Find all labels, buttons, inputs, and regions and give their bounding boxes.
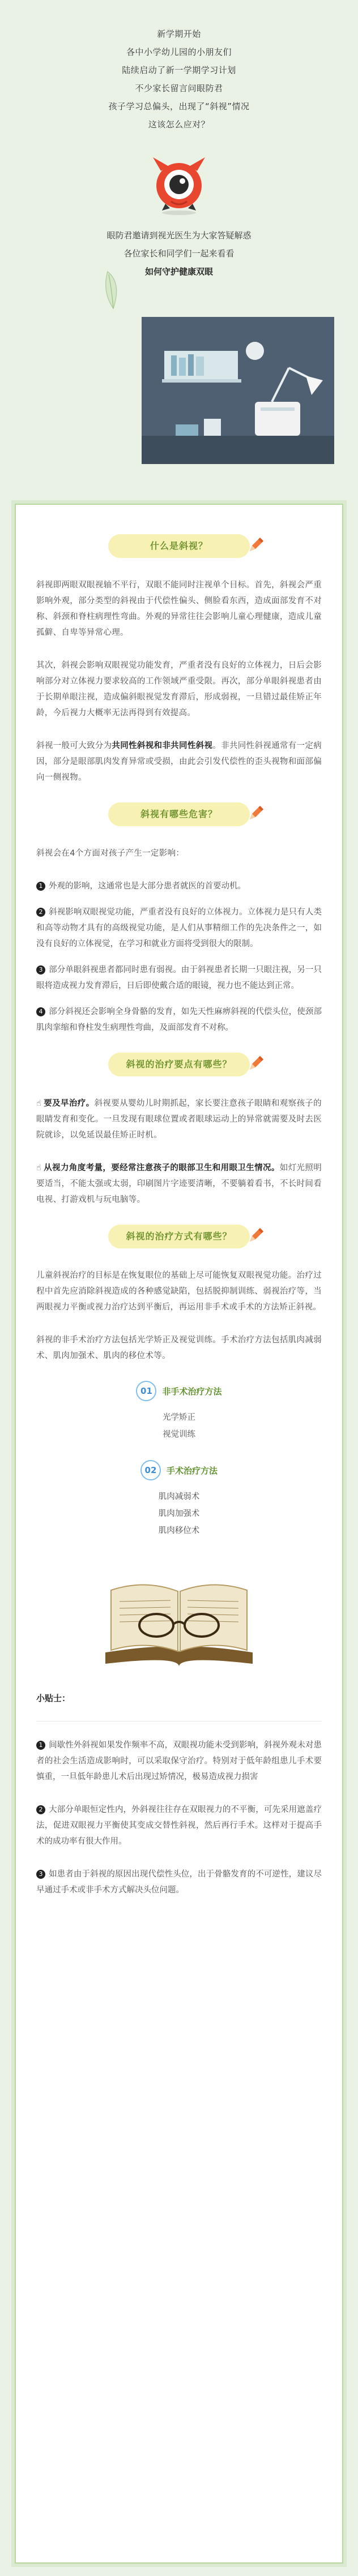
list-text: 部分斜视还会影响全身骨骼的发育，如先天性麻痹斜视的代偿头位，使颈部肌肉挛缩和脊柱发生病理性弯曲，及面部发育不对称。 xyxy=(36,1007,322,1032)
method-item: 肌肉减弱术 xyxy=(158,1492,200,1501)
method-item: 光学矫正 xyxy=(163,1413,195,1422)
intro-lines xyxy=(0,0,358,134)
section-title-text: 斜视的治疗方式有哪些？ xyxy=(126,1231,232,1242)
tip-item xyxy=(36,1802,322,1849)
invite-line: 各位家长和同学们一起来看看 xyxy=(123,248,235,259)
study-desk-illustration xyxy=(142,317,334,464)
number-badge: 3 xyxy=(36,965,45,974)
bold-text: 共同性斜视和非共同性斜视 xyxy=(112,741,213,750)
bold-text: 从视力角度考量，要经常注意孩子的眼部卫生和用眼卫生情况。 xyxy=(44,1164,280,1173)
invite-headline: 如何守护健康双眼 xyxy=(144,267,213,277)
paragraph: 其次，斜视会影响双眼视觉功能发育，严重者没有良好的立体视力，日后会影响部分对立体视力要求较高的工作领域严重受限。再次，部分单眼斜视患者由于长期单眼注视，造成偏斜眼视觉发育滞后，形成弱视，一旦错过最佳矫正年龄，今后视力大概率无法再得到有效提高。 xyxy=(36,661,322,718)
invite-line: 眼防君邀请到视光医生为大家答疑解惑 xyxy=(106,230,252,241)
number-badge: 1 xyxy=(36,1741,45,1750)
tip-item xyxy=(36,1866,322,1898)
paragraph: 儿童斜视治疗的目标是在恢复眼位的基础上尽可能恢复双眼视觉功能。治疗过程中首先应消除斜视造成的各种感觉缺陷，包括脱抑制训练、弱视治疗等，当两眼视力平衡或视力治疗达到平衡后，再运用非手术或手术的方法矫正斜视。 xyxy=(36,1271,322,1312)
group-number: 01 xyxy=(136,1381,156,1401)
list-item xyxy=(36,1004,322,1036)
paragraph: 斜视会在4个方面对孩子产生一定影响： xyxy=(36,849,185,858)
tips-title: 小贴士： xyxy=(36,1693,71,1703)
list-text: 斜视影响双眼视觉功能，严重者没有良好的立体视力。立体视力是只有人类和高等动物才具有的高级视觉功能，是人们从事精细工作的先决条件之一，如没有良好的立体视觉，在学习和就业方面将受到很大的限制。 xyxy=(36,908,322,948)
intro-line: 不少家长留言问眼防君 xyxy=(135,83,223,93)
method-item: 肌肉加强术 xyxy=(158,1509,200,1518)
tip-text: 如患者由于斜视的原因出现代偿性头位，出于骨骼发育的不可逆性，建议尽早通过手术或非手术方式解决头位问题。 xyxy=(36,1870,322,1895)
intro-line: 各中小学幼儿园的小朋友们 xyxy=(126,47,232,57)
list-text: 部分单眼斜视患者都同时患有弱视。由于斜视患者长期一只眼注视，另一只眼将造成视力发育滞后，日后即使戴合适的眼镜，视力也不能达到正常。 xyxy=(36,965,322,990)
list-text: 外观的影响，这通常也是大部分患者就医的首要动机。 xyxy=(49,882,246,891)
section-title-text: 什么是斜视？ xyxy=(150,540,208,551)
intro-line: 陆续启动了新一学期学习计划 xyxy=(122,65,236,75)
group-label: 非手术治疗方法 xyxy=(162,1386,222,1397)
method-group-header xyxy=(36,1460,322,1480)
list-item xyxy=(36,904,322,952)
section-title-methods xyxy=(108,1225,250,1248)
pencil-icon xyxy=(248,805,265,822)
paragraph: 斜视即两眼双眼视轴不平行，双眼不能同时注视单个目标。首先，斜视会严重影响外观，部分类型的斜视由于代偿性偏头、侧脸看东西，造成面部发育不对称、斜颈和脊柱病理性弯曲。外观的异常往往会影响儿童心理健康，造成儿童孤僻、自卑等异常心理。 xyxy=(36,581,322,637)
invite-text xyxy=(0,226,358,281)
method-item: 视觉训练 xyxy=(163,1430,195,1439)
paragraph xyxy=(36,738,322,785)
paragraph: 斜视的非手术治疗方法包括光学矫正及视觉训练。手术治疗方法包括肌肉减弱术、肌肉加强术、肌肉的移位术等。 xyxy=(36,1336,322,1360)
section-title-points xyxy=(108,1053,250,1076)
section-title-what xyxy=(108,534,250,558)
text-fragment: 斜视要从婴幼儿时期抓起，家长要注意孩子眼睛和观察孩子的眼睛发育和变化。一旦发现有眼球位置或者眼球运动上的异常就需要及时去医院就诊，以免延误最佳矫正时机。 xyxy=(36,1099,322,1140)
intro-line: 新学期开始 xyxy=(157,29,201,39)
group-number: 02 xyxy=(140,1460,161,1480)
eye-mascot-icon xyxy=(148,154,210,216)
number-badge: 3 xyxy=(36,1870,45,1879)
number-badge: 2 xyxy=(36,1805,45,1814)
intro-line: 孩子学习总偏头，出现了“斜视”情况 xyxy=(108,101,250,111)
method-item: 肌肉移位术 xyxy=(158,1526,200,1535)
tip-text: 大部分单眼恒定性内，外斜视往往存在双眼视力的不平衡，可先采用遮盖疗法，促进双眼视力平衡使其变成交替性斜视，然后再行手术。这样对于提高手术的成功率有很大作用。 xyxy=(36,1805,322,1846)
tip-text: 间歇性外斜视如果发作频率不高，双眼视功能未受到影响，斜视外观未对患者的社会生活造成影响时，可以采取保守治疗。特别对于低年龄组患儿手术要慎重，一旦低年龄患儿术后出现过矫情况，极易造成视力损害 xyxy=(36,1741,322,1781)
tip-item xyxy=(36,1737,322,1785)
method-group-header xyxy=(36,1381,322,1401)
article-card xyxy=(15,504,343,2564)
pencil-icon xyxy=(248,1227,265,1244)
number-badge: 1 xyxy=(36,882,45,891)
list-item xyxy=(36,962,322,994)
text-fragment: 。非共同性斜视通常有一定病因，部分是眼部肌肉发育异常或受损，由此会引发代偿性的歪头视物和面部偏向一侧视物。 xyxy=(36,741,322,782)
paragraph xyxy=(36,1160,322,1208)
pencil-icon xyxy=(248,1055,265,1072)
intro-line: 这该怎么应对？ xyxy=(148,119,210,130)
bold-text: 要及早治疗。 xyxy=(44,1099,95,1108)
group-label: 手术治疗方法 xyxy=(166,1465,218,1476)
pointing-hand-icon: ☝ xyxy=(36,1099,42,1108)
number-badge: 2 xyxy=(36,908,45,917)
section-title-text: 斜视有哪些危害？ xyxy=(140,809,218,819)
text-fragment: 斜视一般可大致分为 xyxy=(36,741,112,750)
text-fragment: 如灯光照明要适当，不能太强或太弱，印刷图片字迹要清晰，不要躺着看书，不长时间看电视、打游戏机与玩电脑等。 xyxy=(36,1164,322,1204)
section-title-harm xyxy=(108,802,250,826)
section-title-text: 斜视的治疗要点有哪些？ xyxy=(126,1059,232,1070)
number-badge: 4 xyxy=(36,1007,45,1016)
intro-section xyxy=(0,0,358,498)
book-with-glasses-illustration xyxy=(88,1556,270,1675)
leaf-icon xyxy=(96,260,130,311)
pencil-icon xyxy=(248,536,265,553)
list-item xyxy=(36,878,322,894)
paragraph xyxy=(36,1096,322,1143)
pointing-hand-icon: ☝ xyxy=(36,1164,42,1173)
